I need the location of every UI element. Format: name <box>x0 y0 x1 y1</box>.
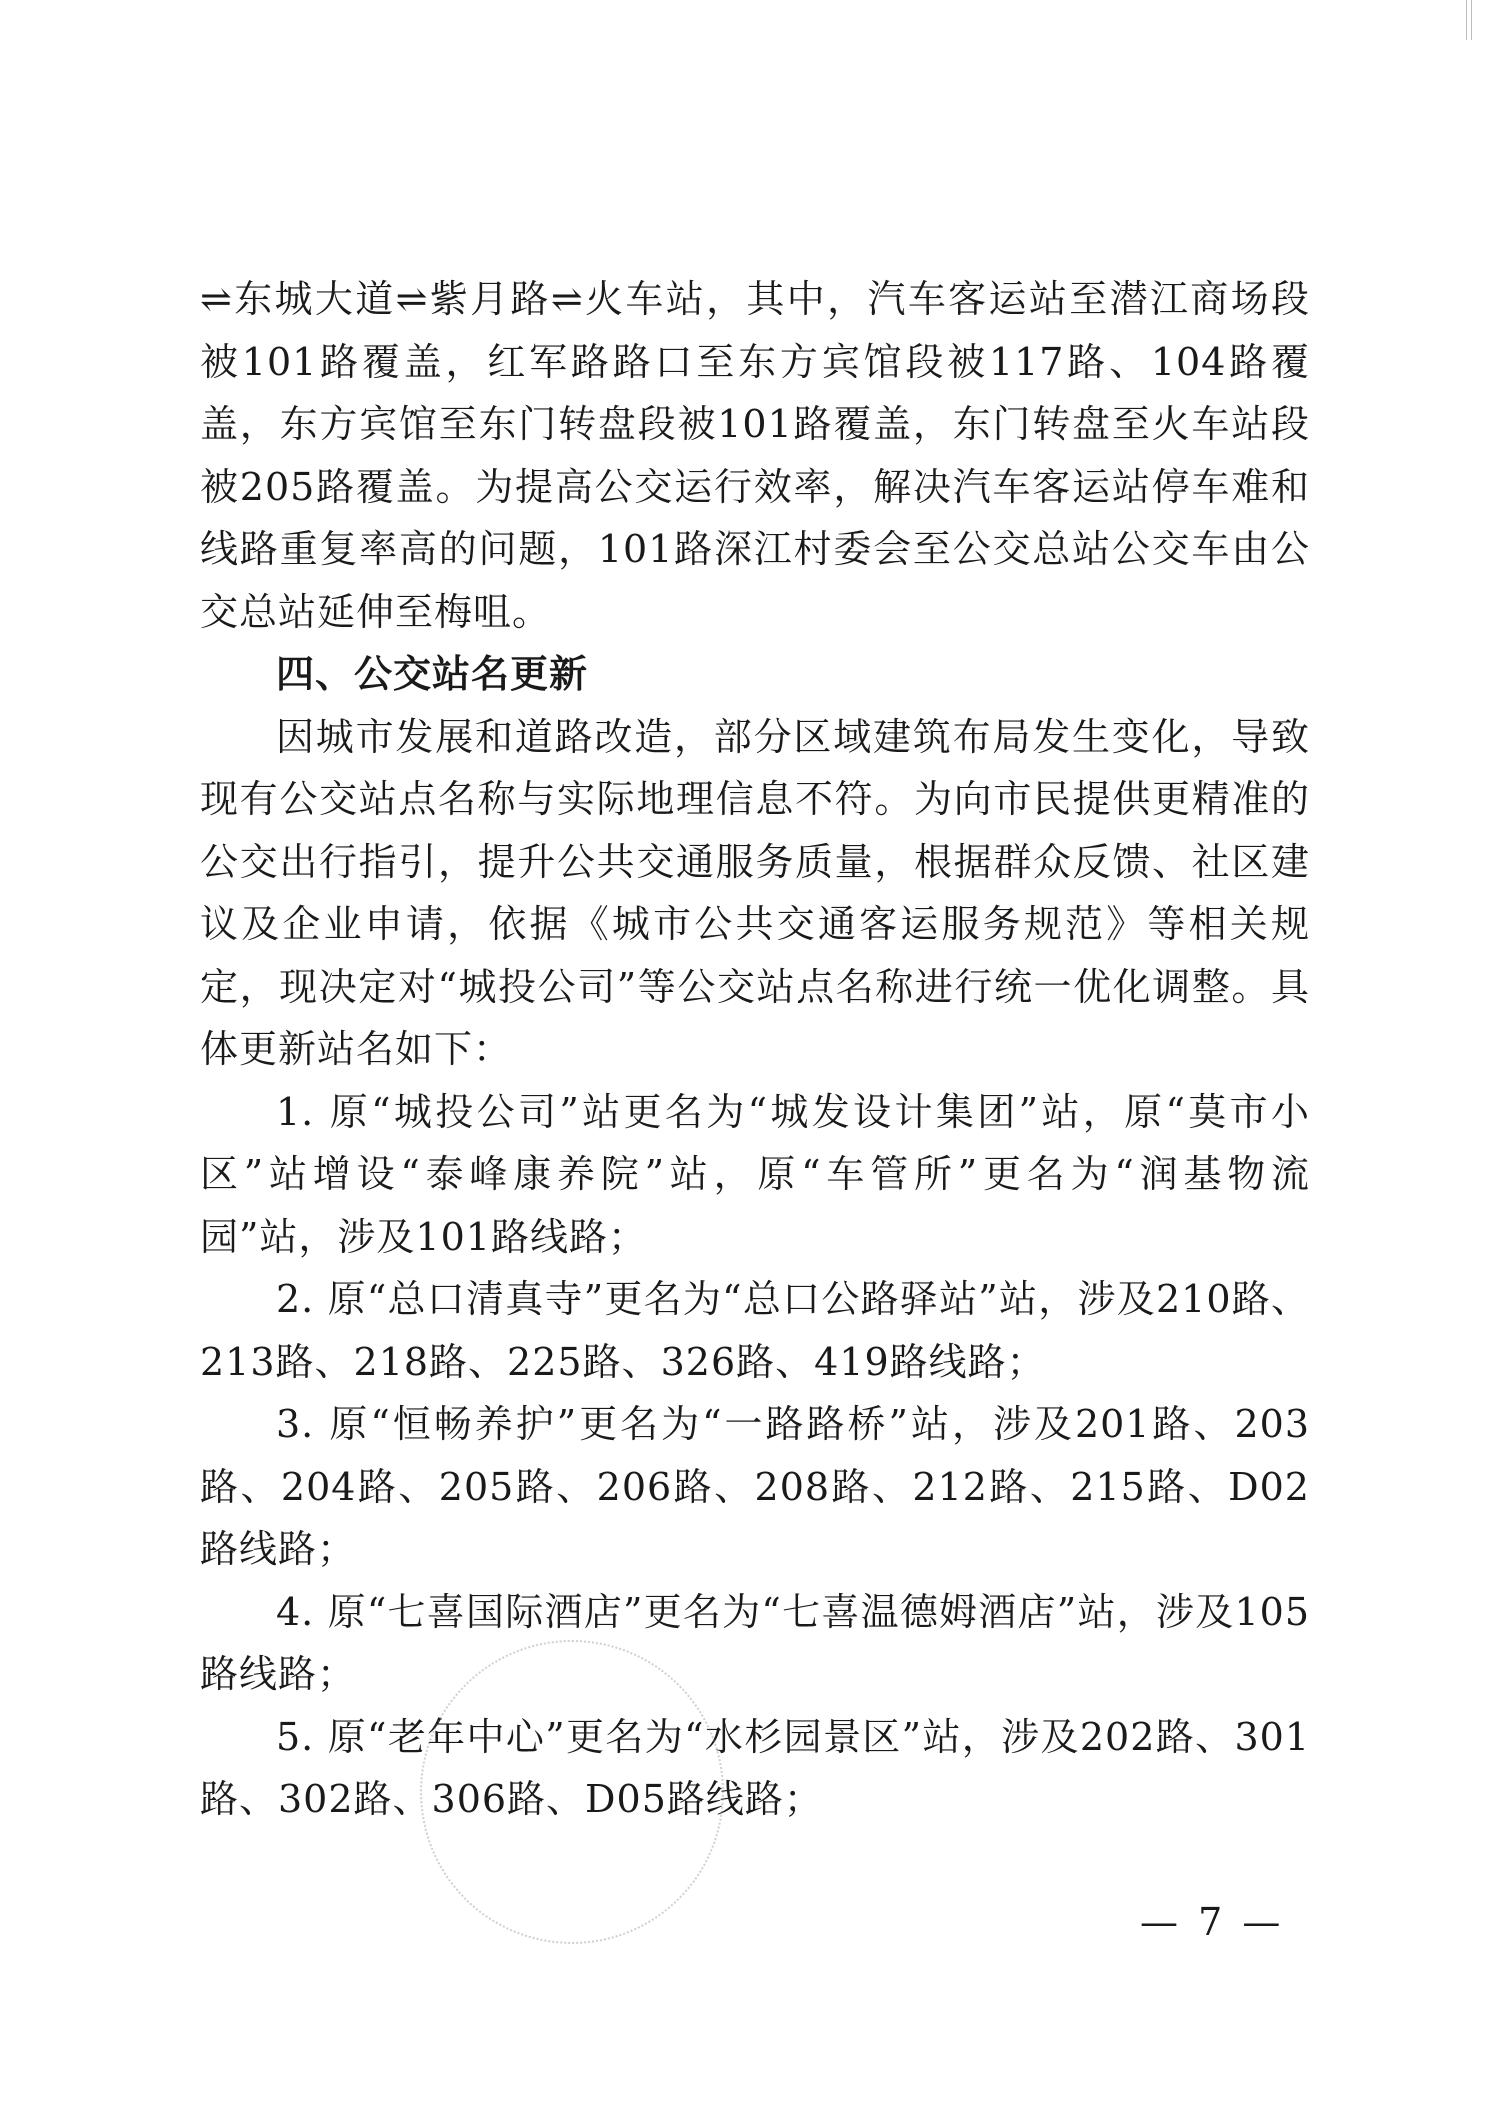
scan-edge-mark <box>1466 0 1472 40</box>
list-item-rename-5: 5. 原“老年中心”更名为“水杉园景区”站，涉及202路、301路、302路、306路、D05路线路； <box>200 1714 1310 1821</box>
page-number: — 7 — <box>1140 1900 1285 1944</box>
list-item-rename-1: 1. 原“城投公司”站更名为“城发设计集团”站，原“莫市小区”站增设“泰峰康养院”站，原“车管所”更名为“润基物流园”站，涉及101路线路； <box>200 1089 1310 1259</box>
section-heading-bus-stop-rename: 四、公交站名更新 <box>276 652 589 696</box>
list-item-rename-4: 4. 原“七喜国际酒店”更名为“七喜温德姆酒店”站，涉及105路线路； <box>200 1589 1310 1696</box>
list-item-rename-2: 2. 原“总口清真寺”更名为“总口公路驿站”站，涉及210路、213路、218路、225路、326路、419路线路； <box>200 1277 1310 1384</box>
paragraph-route-coverage: ⇌东城大道⇌紫月路⇌火车站，其中，汽车客运站至潜江商场段被101路覆盖，红军路路口至东方宾馆段被117路、104路覆盖，东方宾馆至东门转盘段被101路覆盖，东门转盘至火车站段被205路覆盖。为提高公交运行效率，解决汽车客运站停车难和线路重复率高的问题，101路深江村委会至公交总站公交车由公交总站延伸至梅咀。 <box>200 277 1310 634</box>
document-body <box>200 268 1310 1831</box>
list-item-rename-3: 3. 原“恒畅养护”更名为“一路路桥”站，涉及201路、203路、204路、205路、206路、208路、212路、215路、D02路线路； <box>200 1402 1310 1571</box>
paragraph-rename-intro: 因城市发展和道路改造，部分区域建筑布局发生变化，导致现有公交站点名称与实际地理信息不符。为向市民提供更精准的公交出行指引，提升公共交通服务质量，根据群众反馈、社区建议及企业申请，依据《城市公共交通客运服务规范》等相关规定，现决定对“城投公司”等公交站点名称进行统一优化调整。具体更新站名如下： <box>200 714 1310 1071</box>
